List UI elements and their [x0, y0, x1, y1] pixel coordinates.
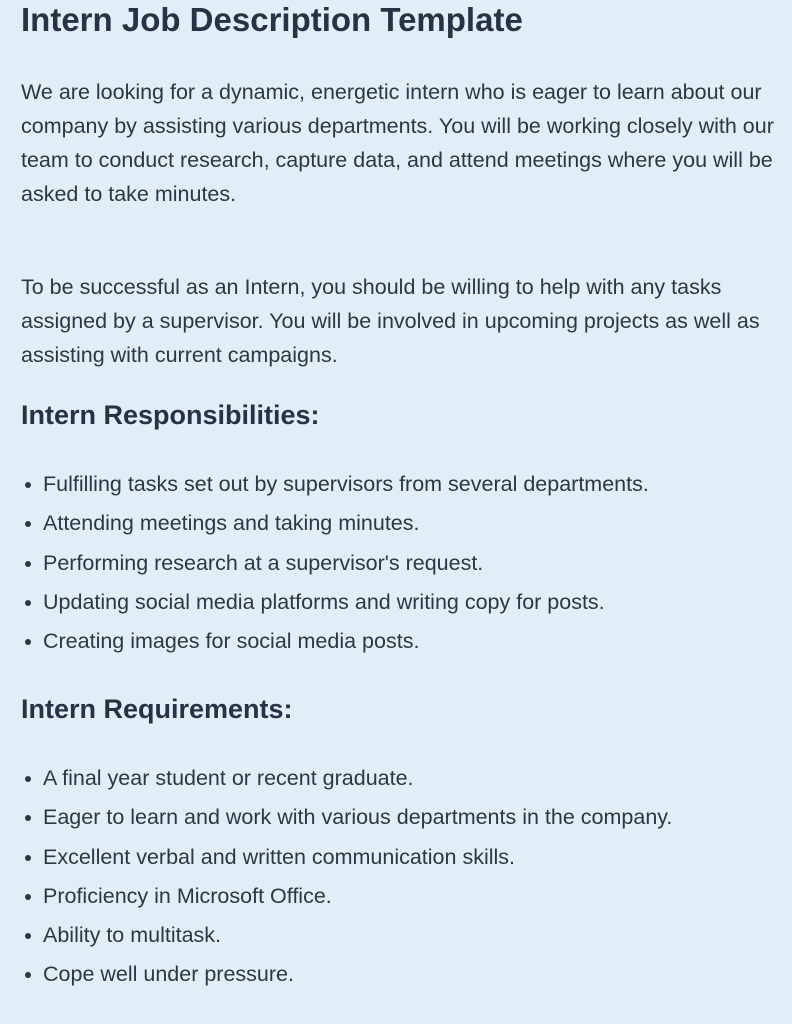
- requirements-heading: Intern Requirements:: [21, 694, 293, 724]
- responsibility-item: Updating social media platforms and writing copy for posts.: [21, 585, 786, 619]
- requirement-item: Eager to learn and work with various departments in the company.: [21, 800, 786, 834]
- page-title: Intern Job Description Template: [21, 1, 523, 38]
- requirement-item: Cope well under pressure.: [21, 957, 786, 991]
- requirement-item: Ability to multitask.: [21, 918, 786, 952]
- requirement-item: Excellent verbal and written communication skills.: [21, 840, 786, 874]
- responsibilities-heading: Intern Responsibilities:: [21, 400, 320, 430]
- responsibility-item: Performing research at a supervisor's request.: [21, 546, 786, 580]
- success-paragraph: To be successful as an Intern, you should be willing to help with any tasks assigned by a supervisor. You will be involved in upcoming projects as well as assisting with current campaigns.: [21, 275, 760, 367]
- intro-paragraph: We are looking for a dynamic, energetic intern who is eager to learn about our company by assisting various departments. You will be working closely with our team to conduct research, capture data, and attend meetings where you will be asked to take minutes.: [21, 80, 774, 206]
- requirement-item: Proficiency in Microsoft Office.: [21, 879, 786, 913]
- responsibility-item: Creating images for social media posts.: [21, 624, 786, 658]
- responsibilities-list: [21, 467, 786, 663]
- responsibility-item: Attending meetings and taking minutes.: [21, 506, 786, 540]
- requirement-item: A final year student or recent graduate.: [21, 761, 786, 795]
- responsibility-item: Fulfilling tasks set out by supervisors from several departments.: [21, 467, 786, 501]
- requirements-list: [21, 761, 786, 997]
